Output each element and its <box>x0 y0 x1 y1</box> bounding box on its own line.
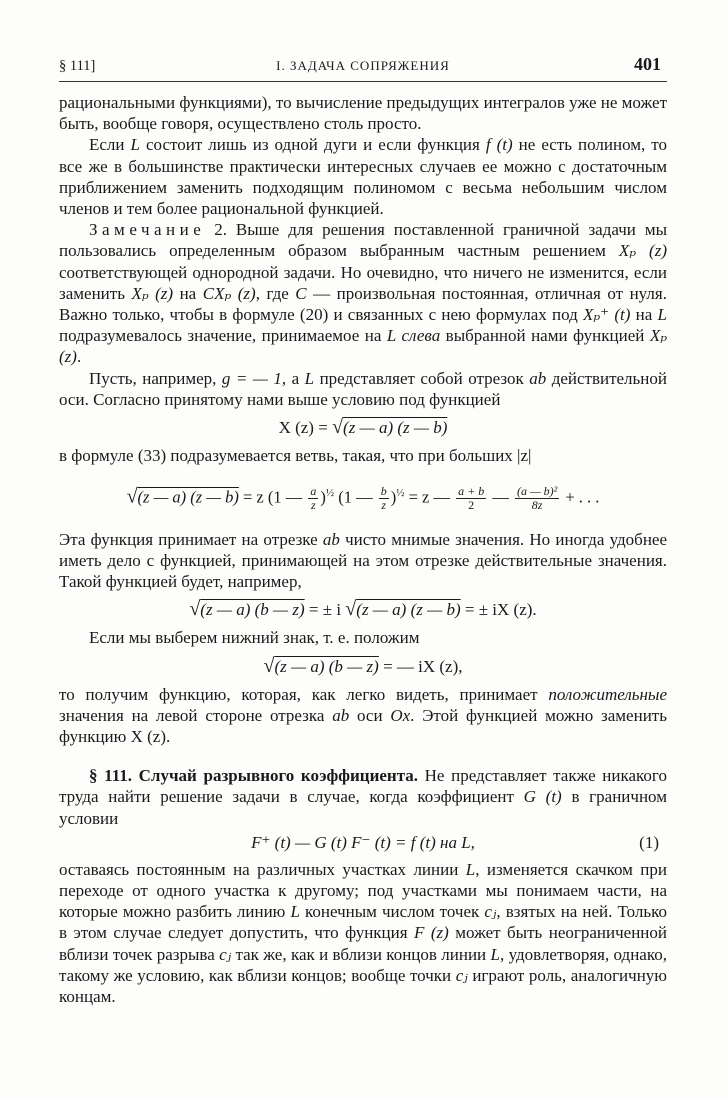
remark-2: Замечание 2. Выше для решения поставленной граничной задачи мы пользовались определенным образом выбранным частным решением Xₚ (z) соответствующей однородной задачи. Но очевидно, что ничего не изменится, если заменить Xₚ (z) на CXₚ (z), где C — произвольная постоянная, отличная от нуля. Важно только, чтобы в формуле (20) и связанных с нею формулах под Xₚ⁺ (t) на L подразумевалось значение, принимаемое на L слева выбранной нами функцией Xₚ (z). <box>59 220 667 367</box>
page-number: 401 <box>634 54 661 74</box>
header-title: I. ЗАДАЧА СОПРЯЖЕНИЯ <box>276 58 450 73</box>
remark-label: Замечание <box>89 220 206 240</box>
equation-number: (1) <box>639 832 659 852</box>
header-rule <box>59 81 667 82</box>
paragraph-2: Если L состоит лишь из одной дуги и если функция f (t) не есть полином, то все же в большинстве практически интересных случаев ее можно с достаточным приближением заменить подходящим полиномом с весьма небольшим числом членов и тем более рациональной функцией. <box>59 135 667 219</box>
running-header <box>59 52 667 82</box>
formula-expansion: √(z — a) (z — b) = z (1 — $\frac{a}{z}$ )$^{\frac{1}{2}}$ (1 — $\frac{b}{z}$ )$^{\frac{1}{2}}$ = z — $\frac{a + b}{2}$ — $\frac{\text{(a — b)²}}{8z}$ + . . . <box>126 484 600 513</box>
paragraph-8: то получим функцию, которая, как легко видеть, принимает положительные значения на левой стороне отрезка ab оси Ox. Этой функцией можно заменить функцию X (z). <box>59 684 667 746</box>
formula-lower-sign: √(z — a) (b — z) = — iX (z), <box>263 654 463 677</box>
section-111: § 111. Случай разрывного коэффициента. Не представляет также никакого труда найти решение задачи в случае, когда коэффициент G (t) в граничном условии <box>59 766 667 828</box>
section-title: § 111. Случай разрывного коэффициента. <box>89 766 419 786</box>
body-text <box>59 92 667 1007</box>
formula-X: X (z) = √(z — a) (z — b) <box>278 416 448 439</box>
formula-1: F⁺ (t) — G (t) F⁻ (t) = f (t) на L, (1) <box>251 832 659 852</box>
paragraph-4: Пусть, например, g = — 1, а L представляет собой отрезок ab действительной оси. Согласно принятому нами выше условию под функцией <box>59 368 667 409</box>
paragraph-7: Если мы выберем нижний знак, т. е. положим <box>89 628 420 648</box>
formula-real: √(z — a) (b — z) = ± i √(z — a) (z — b) = ± iX (z). <box>189 598 537 621</box>
paragraph-5: в формуле (33) подразумевается ветвь, такая, что при больших |z| <box>59 446 532 466</box>
paragraph-6: Эта функция принимает на отрезке ab чисто мнимые значения. Но иногда удобнее иметь дело с функцией, принимающей на этом отрезке действительные значения. Такой функцией будет, например, <box>59 529 668 592</box>
header-section: § 111] <box>59 58 96 74</box>
paragraph-9: оставаясь постоянным на различных участках линии L, изменяется скачком при переходе от одного участка к другому; под участками мы понимаем части, на которые можно разбить линию L конечным числом точек cⱼ, взятых на ней. Только в этом случае следует допустить, что функция F (z) может быть неограниченной вблизи точек разрыва cⱼ так же, как и вблизи концов линии L, удовлетворяя, однако, такому же условию, как вблизи концов; вообще точки cⱼ играют роль, аналогичную концам. <box>59 859 667 1006</box>
paragraph-1: рациональными функциями), то вычисление предыдущих интегралов уже не может быть, вообще говоря, осуществлено столь просто. <box>59 93 667 134</box>
page <box>59 52 667 1007</box>
